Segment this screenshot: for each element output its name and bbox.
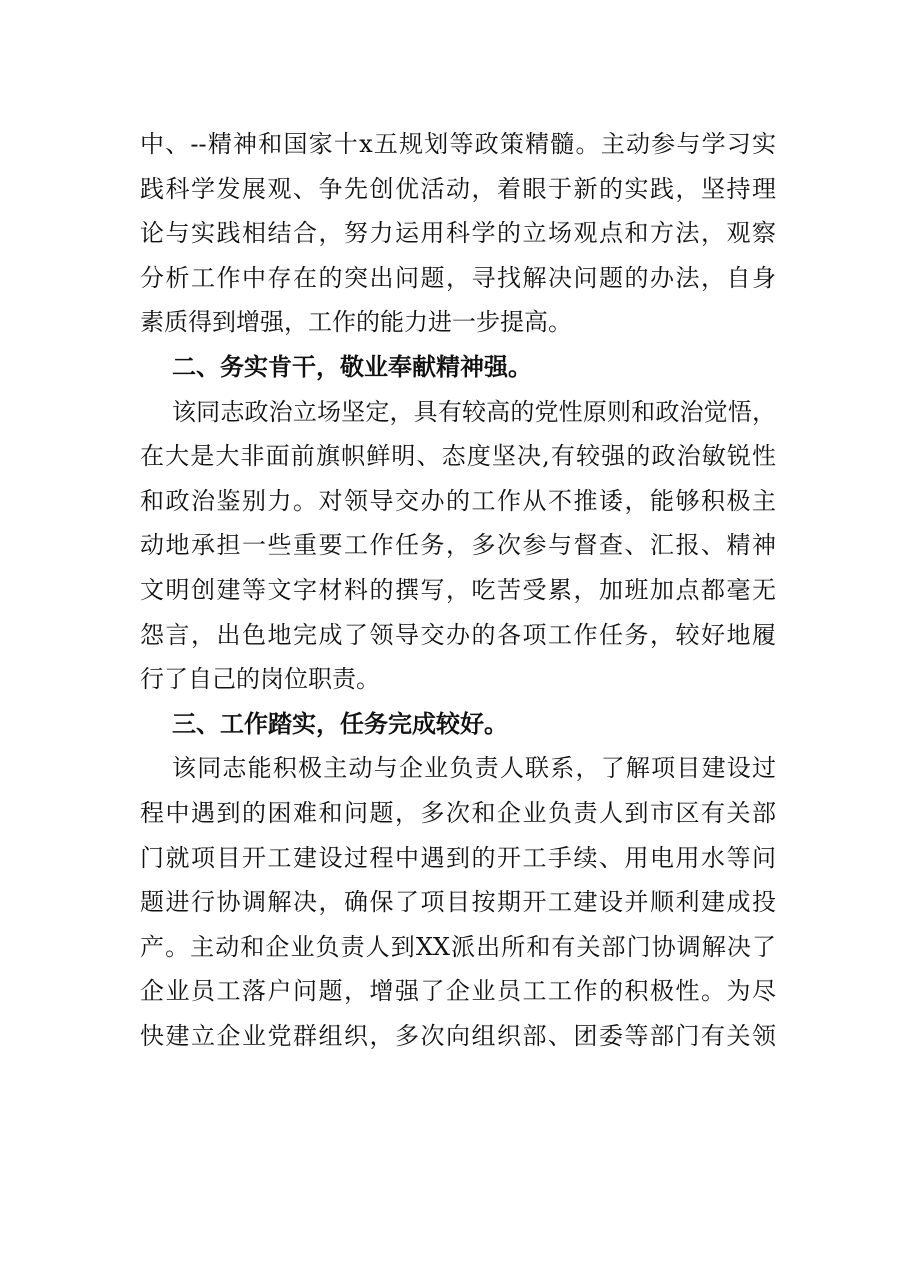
paragraph-line: 素质得到增强，工作的能力进一步提高。 [140,308,572,337]
paragraph-line: 论与实践相结合，努力运用科学的立场观点和方法，观察 [140,219,776,248]
paragraph-line: 分析工作中存在的突出问题，寻找解决问题的办法，自身 [140,263,776,292]
paragraph-line: 产。主动和企业负责人到XX派出所和有关部门协调解决了 [140,932,776,961]
paragraph-line: 怨言，出色地完成了领导交办的各项工作任务，较好地履 [140,620,776,649]
paragraph-line: 行了自己的岗位职责。 [140,665,380,694]
section-heading-3: 三、工作踏实，任务完成较好。 [172,709,508,738]
paragraph-line: 中、--精神和国家十x五规划等政策精髓。主动参与学习实 [140,130,776,158]
paragraph-line: 在大是大非面前旗帜鲜明、态度坚决,有较强的政治敏锐性 [140,442,776,471]
paragraph-3 [140,746,776,1058]
paragraph-2 [140,390,776,702]
paragraph-line: 快建立企业党群组织，多次向组织部、团委等部门有关领 [140,1021,776,1050]
paragraph-line: 动地承担一些重要工作任务，多次参与督查、汇报、精神 [140,531,776,560]
paragraph-line: 该同志能积极主动与企业负责人联系，了解项目建设过 [172,754,776,783]
paragraph-line: 门就项目开工建设过程中遇到的开工手续、用电用水等问 [140,843,776,872]
paragraph-line: 该同志政治立场坚定，具有较高的党性原则和政治觉悟， [172,397,776,426]
paragraph-line: 企业员工落户问题，增强了企业员工工作的积极性。为尽 [140,977,776,1006]
paragraph-line: 践科学发展观、争先创优活动，着眼于新的实践，坚持理 [140,174,776,203]
paragraph-line: 题进行协调解决，确保了项目按期开工建设并顺利建成投 [140,888,776,917]
paragraph-line: 文明创建等文字材料的撰写，吃苦受累，加班加点都毫无 [140,575,776,604]
paragraph-1 [140,122,776,345]
paragraph-line: 程中遇到的困难和问题，多次和企业负责人到市区有关部 [140,798,776,827]
document-body [140,122,776,1058]
paragraph-line: 和政治鉴别力。对领导交办的工作从不推诿，能够积极主 [140,486,776,515]
section-heading-2: 二、务实肯干，敬业奉献精神强。 [172,352,532,381]
